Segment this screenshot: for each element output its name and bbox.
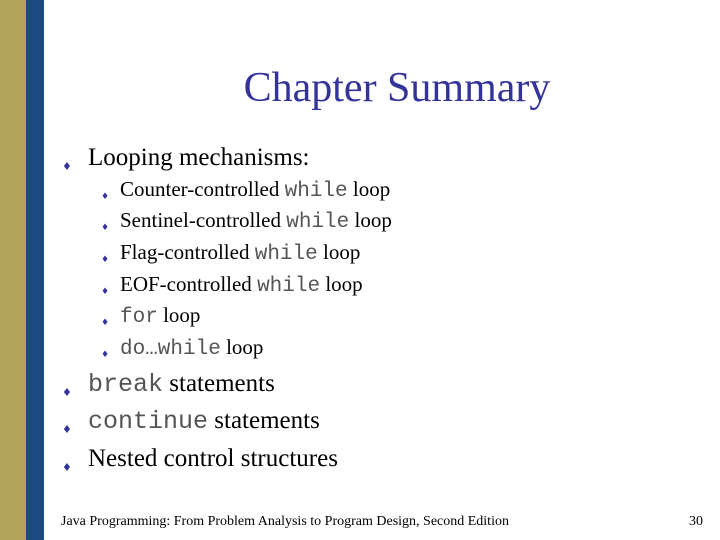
diamond-bullet-icon: ♦	[62, 160, 72, 173]
bullet-text: Nested control structures	[88, 445, 338, 472]
sub-bullet-counter-controlled	[101, 176, 390, 205]
sub-bullet-eof-controlled	[101, 271, 363, 300]
sub-bullet-sentinel-controlled	[101, 207, 392, 236]
diamond-bullet-icon: ♦	[101, 255, 110, 265]
diamond-bullet-icon: ♦	[101, 318, 110, 328]
sub-bullet-text: loop	[157, 303, 201, 327]
code-keyword: while	[286, 211, 350, 234]
slide-footer: Java Programming: From Problem Analysis to Program Design, Second Edition	[61, 514, 509, 529]
sub-bullet-flag-controlled	[101, 239, 360, 268]
left-accent-bar-navy	[26, 0, 44, 540]
diamond-bullet-icon: ♦	[101, 192, 110, 202]
diamond-bullet-icon: ♦	[62, 423, 72, 436]
sub-bullet-text: loop	[317, 240, 361, 264]
sub-bullet-for-loop	[101, 302, 200, 331]
code-keyword: while	[254, 243, 318, 266]
code-keyword: break	[88, 370, 164, 399]
sub-bullet-do-while-loop	[101, 334, 263, 363]
bullet-text: Looping mechanisms:	[88, 144, 310, 171]
left-accent-bar-olive	[0, 0, 26, 540]
slide-title: Chapter Summary	[243, 65, 551, 111]
code-keyword: continue	[88, 407, 209, 436]
sub-bullet-text: EOF-controlled	[120, 272, 258, 296]
code-keyword: while	[257, 275, 321, 298]
sub-bullet-text: Flag-controlled	[120, 240, 255, 264]
diamond-bullet-icon: ♦	[62, 386, 72, 399]
bullet-text: statements	[208, 407, 320, 434]
bullet-nested-control-structures	[62, 444, 338, 474]
bullet-looping-mechanisms	[62, 143, 310, 173]
bullet-break-statements	[62, 369, 275, 400]
page-number: 30	[689, 514, 703, 529]
sub-bullet-text: Sentinel-controlled	[120, 208, 287, 232]
sub-bullet-text: loop	[349, 208, 392, 232]
bullet-continue-statements	[62, 406, 320, 437]
code-keyword: while	[284, 180, 348, 203]
code-keyword: for	[120, 306, 158, 329]
code-keyword: do…while	[120, 338, 221, 361]
sub-bullet-text: loop	[347, 177, 391, 201]
diamond-bullet-icon: ♦	[101, 287, 110, 297]
diamond-bullet-icon: ♦	[62, 461, 72, 474]
diamond-bullet-icon: ♦	[101, 350, 110, 360]
sub-bullet-text: loop	[320, 272, 363, 296]
bullet-text: statements	[163, 370, 275, 397]
diamond-bullet-icon: ♦	[101, 223, 110, 233]
sub-bullet-text: Counter-controlled	[120, 177, 285, 201]
sub-bullet-text: loop	[220, 335, 264, 359]
